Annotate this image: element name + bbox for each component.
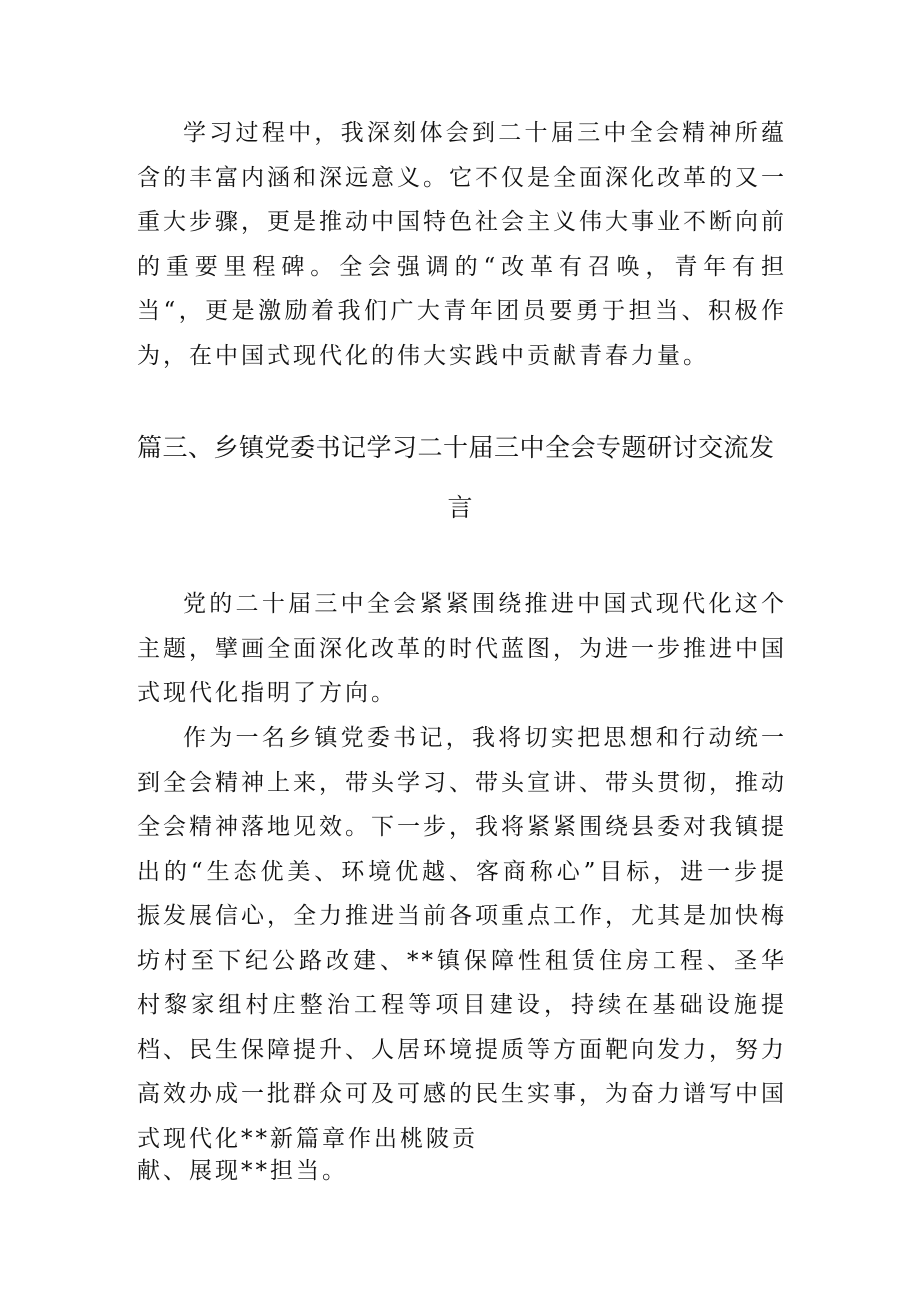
body-paragraph: 学习过程中，我深刻体会到二十届三中全会精神所蕴含的丰富内涵和深远意义。它不仅是全面深化改革的又一重大步骤，更是推动中国特色社会主义伟大事业不断向前的重要里程碑。全会强调的“改革有召唤，青年有担当“，更是激励着我们广大青年团员要勇于担当、积极作为，在中国式现代化的伟大实践中贡献青春力量。 [137,120,787,369]
body-paragraph: 作为一名乡镇党委书记，我将切实把思想和行动统一到全会精神上来，带头学习、带头宣讲、带头贯彻，推动全会精神落地见效。下一步，我将紧紧围绕县委对我镇提出的“生态优美、环境优越、客商称心”目标，进一步提振发展信心，全力推进当前各项重点工作，尤其是加快梅坊村至下纪公路改建、**镇保障性租赁住房工程、圣华村黎家组村庄整治工程等项目建设，持续在基础设施提档、民生保障提升、人居环境提质等方面靶向发力，努力高效办成一批群众可及可感的民生实事，为奋力谱写中国式现代化**新篇章作出桃陂贡 [137,725,787,1152]
body-paragraph: 党的二十届三中全会紧紧围绕推进中国式现代化这个主题，擘画全面深化改革的时代蓝图，为进一步推进中国式现代化指明了方向。 [137,591,787,706]
section-heading-continued: 言 [447,493,473,522]
section-heading: 篇三、乡镇党委书记学习二十届三中全会专题研讨交流发 [137,433,775,462]
body-paragraph-continued: 献、展现**担当。 [137,1158,348,1184]
